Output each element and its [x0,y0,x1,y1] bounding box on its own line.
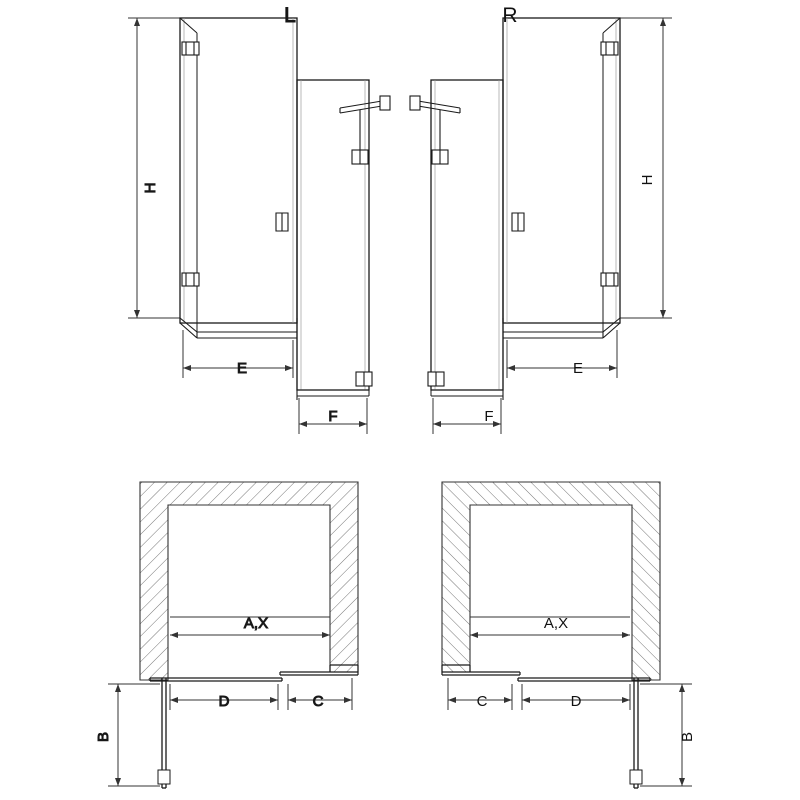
door-handle-right [512,213,524,231]
hinge-top-right [601,42,618,55]
wall-bracket-bottom-left [356,372,372,386]
glass-panels-right [431,18,620,390]
base-rail-right [431,318,620,400]
label-depth-right: B [679,731,696,743]
wall-bracket-top-right [432,150,448,164]
hinge-bottom-left [182,273,199,286]
label-panel-right: F [484,408,494,425]
label-door-left: E [236,360,248,377]
elevation-right [410,18,672,434]
base-rail-left [180,318,369,400]
elevation-left [128,4,390,434]
label-height-left: H [142,182,159,194]
wall-hatch-left [140,482,358,680]
label-height-right: H [639,174,656,186]
plan-right [442,482,692,788]
label-door-plan-left: D [218,693,230,710]
wall-bracket-bottom-right [428,372,444,386]
label-panel-plan-right: C [476,693,488,710]
wall-bracket-top-left [352,150,368,164]
label-depth-left: B [95,731,112,743]
dimension-height-left [128,18,180,318]
label-width-right: A,X [543,615,569,632]
door-handle-left [276,213,288,231]
label-door-right: E [572,360,584,377]
perspective-edges-left [180,18,369,396]
label-width-left: A,X [243,615,269,632]
wall-hatch-right [442,482,660,680]
plan-left [95,482,358,788]
label-variant-left: L [284,4,296,27]
perspective-edges-right [431,18,620,396]
label-panel-left: F [328,408,338,425]
dimension-height-right [620,18,672,318]
glass-panels-left [180,18,369,390]
label-panel-plan-left: C [312,693,324,710]
dimension-depth-left [108,684,160,786]
label-door-plan-right: D [570,693,582,710]
label-variant-right: R [502,4,518,27]
hinge-top-left [182,42,199,55]
hinge-bottom-right [601,273,618,286]
dimension-door-right [507,330,617,378]
